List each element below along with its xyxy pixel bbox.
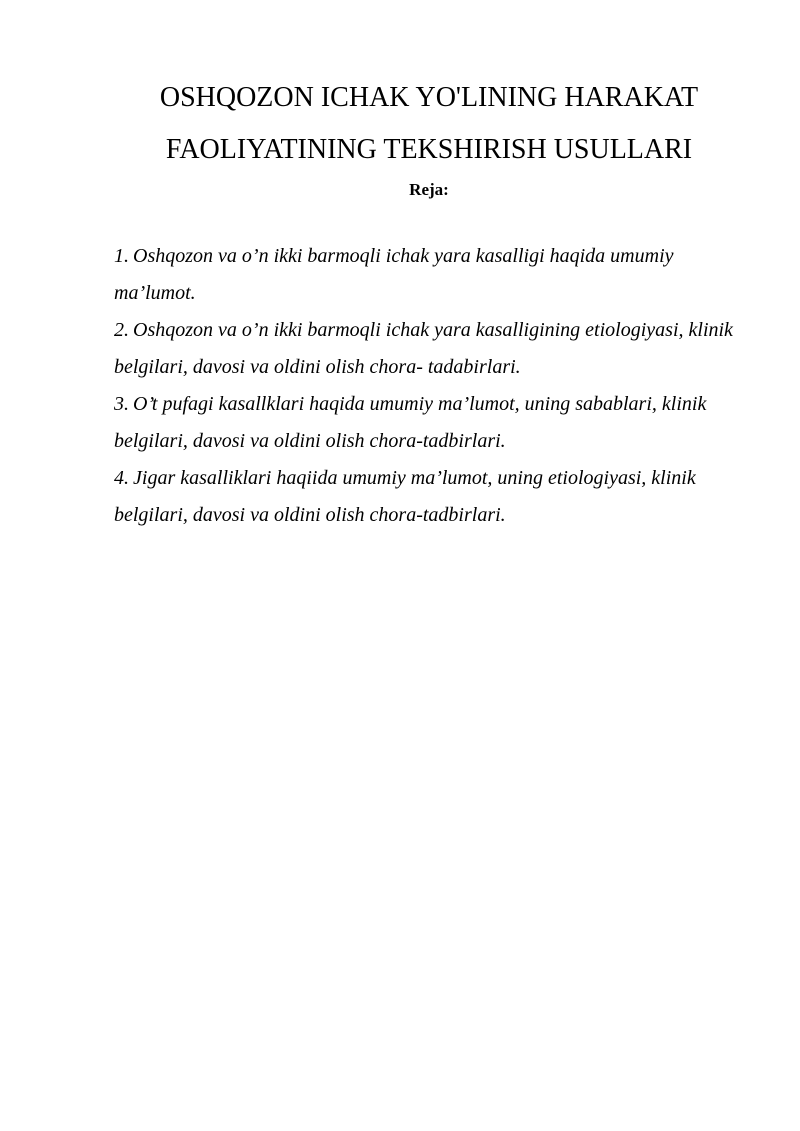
plan-list [114,238,744,534]
plan-item-1 [114,238,744,312]
plan-item-number: 1. [114,245,129,267]
plan-heading: Reja: [409,180,449,199]
plan-item-number: 3. [114,393,129,415]
document-title-line-2: FAOLIYATINING TEKSHIRISH USULLARI [165,134,693,165]
document-title-line-1: OSHQOZON ICHAK YO'LINING HARAKAT [159,82,699,113]
plan-item-3 [114,386,744,460]
plan-item-text: Oshqozon va o’n ikki barmoqli ichak yara kasalligining etiologiyasi, klinik belgilari, davosi va oldini olish chora- tadabirlari. [114,319,733,378]
plan-item-text: Jigar kasalliklari haqiida umumiy ma’lumot, uning etiologiyasi, klinik belgilari, davosi va oldini olish chora-tadbirlari. [114,467,696,526]
plan-item-number: 2. [114,319,129,341]
plan-item-text: Oshqozon va o’n ikki barmoqli ichak yara kasalligi haqida umumiy ma’lumot. [114,245,674,304]
plan-item-text: O’t pufagi kasallklari haqida umumiy ma’lumot, uning sabablari, klinik belgilari, davosi va oldini olish chora-tadbirlari. [114,393,707,452]
plan-item-2 [114,312,744,386]
plan-item-number: 4. [114,467,129,489]
plan-item-4 [114,460,744,534]
document-title [110,72,748,176]
